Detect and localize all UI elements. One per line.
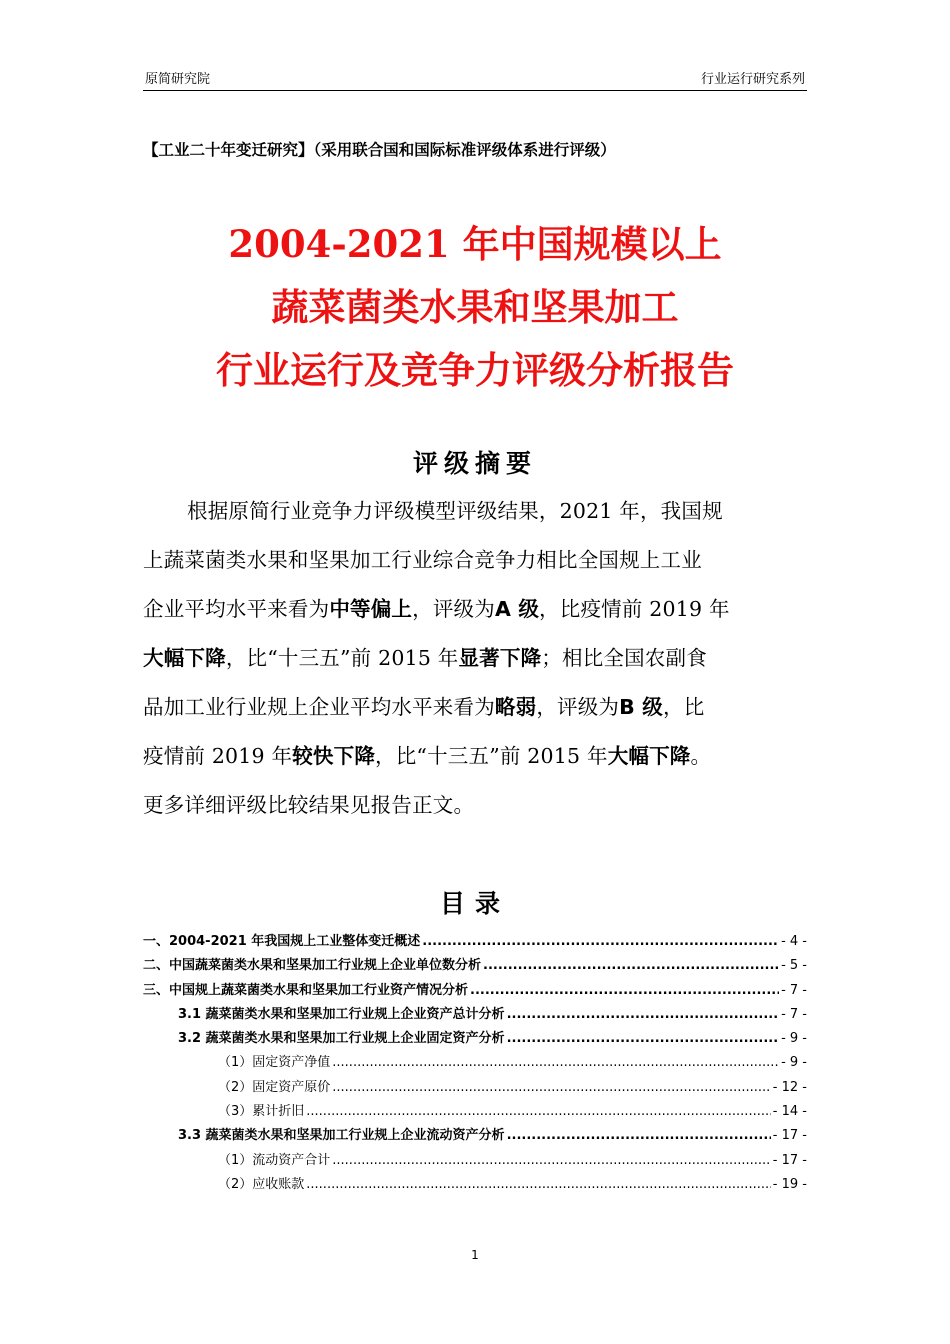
toc-entry-label: （1）流动资产合计 <box>218 1152 331 1168</box>
toc-entry-label: 三、中国规上蔬菜菌类水果和坚果加工行业资产情况分析 <box>143 982 469 998</box>
summary-paragraph <box>143 487 807 830</box>
summary-emphasis: 显著下降 <box>458 646 542 670</box>
summary-emphasis: 较快下降 <box>292 744 376 768</box>
summary-text: ；相比全国农副食 <box>541 646 707 670</box>
toc-entry[interactable] <box>143 1100 807 1124</box>
summary-emphasis: 略弱 <box>494 695 537 719</box>
summary-text: ，评级为 <box>536 695 620 719</box>
toc-entry-page: - 14 - <box>772 1104 807 1120</box>
summary-text: 品加工业行业规上企业平均水平来看为 <box>143 695 495 719</box>
header-org-name: 原简研究院 <box>145 72 211 87</box>
toc-entry-page: - 5 - <box>781 958 807 974</box>
toc-heading: 目录 <box>439 889 510 918</box>
summary-line-1 <box>143 487 807 536</box>
summary-emphasis: 中等偏上 <box>329 597 413 621</box>
series-line: 【工业二十年变迁研究】（采用联合国和国际标准评级体系进行评级） <box>143 141 616 159</box>
toc-entry-label: 3.2 蔬菜菌类水果和坚果加工行业规上企业固定资产分析 <box>178 1031 505 1047</box>
summary-line-7 <box>143 781 807 830</box>
summary-heading: 评级摘要 <box>412 449 537 478</box>
page-header <box>143 66 807 91</box>
toc-entry-page: - 19 - <box>772 1176 807 1192</box>
summary-text: ，比疫情前 2019 年 <box>539 597 730 621</box>
toc-leader-dots <box>507 1031 780 1046</box>
summary-text: 疫情前 2019 年 <box>143 744 293 768</box>
toc-entry-page: - 4 - <box>781 934 807 949</box>
toc-entry-label: （1）固定资产净值 <box>218 1055 331 1071</box>
toc-entry-page: - 17 - <box>772 1128 807 1144</box>
toc-entry-label: 3.3 蔬菜菌类水果和坚果加工行业规上企业流动资产分析 <box>178 1128 505 1144</box>
toc-leader-dots <box>332 1080 771 1095</box>
summary-line-6 <box>143 732 807 781</box>
summary-line-3 <box>143 585 807 634</box>
toc-entry-label: （2）应收账款 <box>218 1176 305 1192</box>
toc-entry-page: - 7 - <box>781 982 807 998</box>
page-number: 1 <box>471 1248 479 1262</box>
title-line-3: 行业运行及竞争力评级分析报告 <box>216 348 734 392</box>
summary-text: 根据原简行业竞争力评级模型评级结果，2021 年，我国规 <box>187 499 723 523</box>
summary-emphasis: 大幅下降 <box>143 646 226 670</box>
toc-leader-dots <box>422 934 779 949</box>
toc-entry-page: - 9 - <box>781 1055 807 1071</box>
toc-entry-page: - 7 - <box>781 1006 807 1022</box>
toc-entry[interactable] <box>143 1124 807 1148</box>
toc-entry[interactable] <box>143 930 807 954</box>
toc-entry-label: 一、2004-2021 年我国规上工业整体变迁概述 <box>143 934 421 949</box>
table-of-contents <box>143 930 807 1197</box>
summary-emphasis: 大幅下降 <box>607 744 691 768</box>
toc-leader-dots <box>507 1007 780 1022</box>
toc-leader-dots <box>470 983 779 998</box>
toc-entry-page: - 12 - <box>772 1079 807 1095</box>
toc-leader-dots <box>306 1177 771 1192</box>
toc-entry[interactable] <box>143 954 807 978</box>
summary-text: 企业平均水平来看为 <box>143 597 330 621</box>
title-line-2: 蔬菜菌类水果和坚果加工 <box>271 285 679 329</box>
toc-entry[interactable] <box>143 1076 807 1100</box>
toc-leader-dots <box>507 1128 771 1143</box>
summary-line-4 <box>143 634 807 683</box>
summary-emphasis: B 级 <box>619 695 663 719</box>
toc-entry-label: （2）固定资产原价 <box>218 1079 331 1095</box>
toc-entry[interactable] <box>143 1051 807 1075</box>
toc-entry[interactable] <box>143 979 807 1003</box>
toc-leader-dots <box>332 1153 771 1168</box>
header-series-name: 行业运行研究系列 <box>700 72 805 87</box>
toc-entry-page: - 17 - <box>772 1152 807 1168</box>
toc-entry[interactable] <box>143 1173 807 1197</box>
toc-leader-dots <box>483 958 779 973</box>
toc-leader-dots <box>332 1055 779 1070</box>
summary-text: ，比 <box>663 695 705 719</box>
summary-emphasis: A 级 <box>494 597 540 621</box>
toc-entry-page: - 9 - <box>781 1031 807 1047</box>
toc-entry-label: 3.1 蔬菜菌类水果和坚果加工行业规上企业资产总计分析 <box>178 1006 505 1022</box>
toc-entry-label: （3）累计折旧 <box>218 1104 305 1120</box>
summary-text: 上蔬菜菌类水果和坚果加工行业综合竞争力相比全国规上工业 <box>143 548 702 572</box>
toc-entry[interactable] <box>143 1149 807 1173</box>
summary-text: ，评级为 <box>412 597 495 621</box>
summary-text: ，比“十三五”前 2015 年 <box>375 744 608 768</box>
toc-entry-label: 二、中国蔬菜菌类水果和坚果加工行业规上企业单位数分析 <box>143 958 482 974</box>
toc-entry[interactable] <box>143 1003 807 1027</box>
report-title <box>143 213 807 402</box>
summary-text: ，比“十三五”前 2015 年 <box>225 646 459 670</box>
summary-line-5 <box>143 683 807 732</box>
summary-text: 更多详细评级比较结果见报告正文。 <box>143 793 475 817</box>
toc-leader-dots <box>306 1104 771 1119</box>
summary-line-2 <box>143 536 807 585</box>
toc-entry[interactable] <box>143 1027 807 1051</box>
summary-text: 。 <box>690 744 712 768</box>
title-line-1: 2004-2021 年中国规模以上 <box>228 222 722 266</box>
